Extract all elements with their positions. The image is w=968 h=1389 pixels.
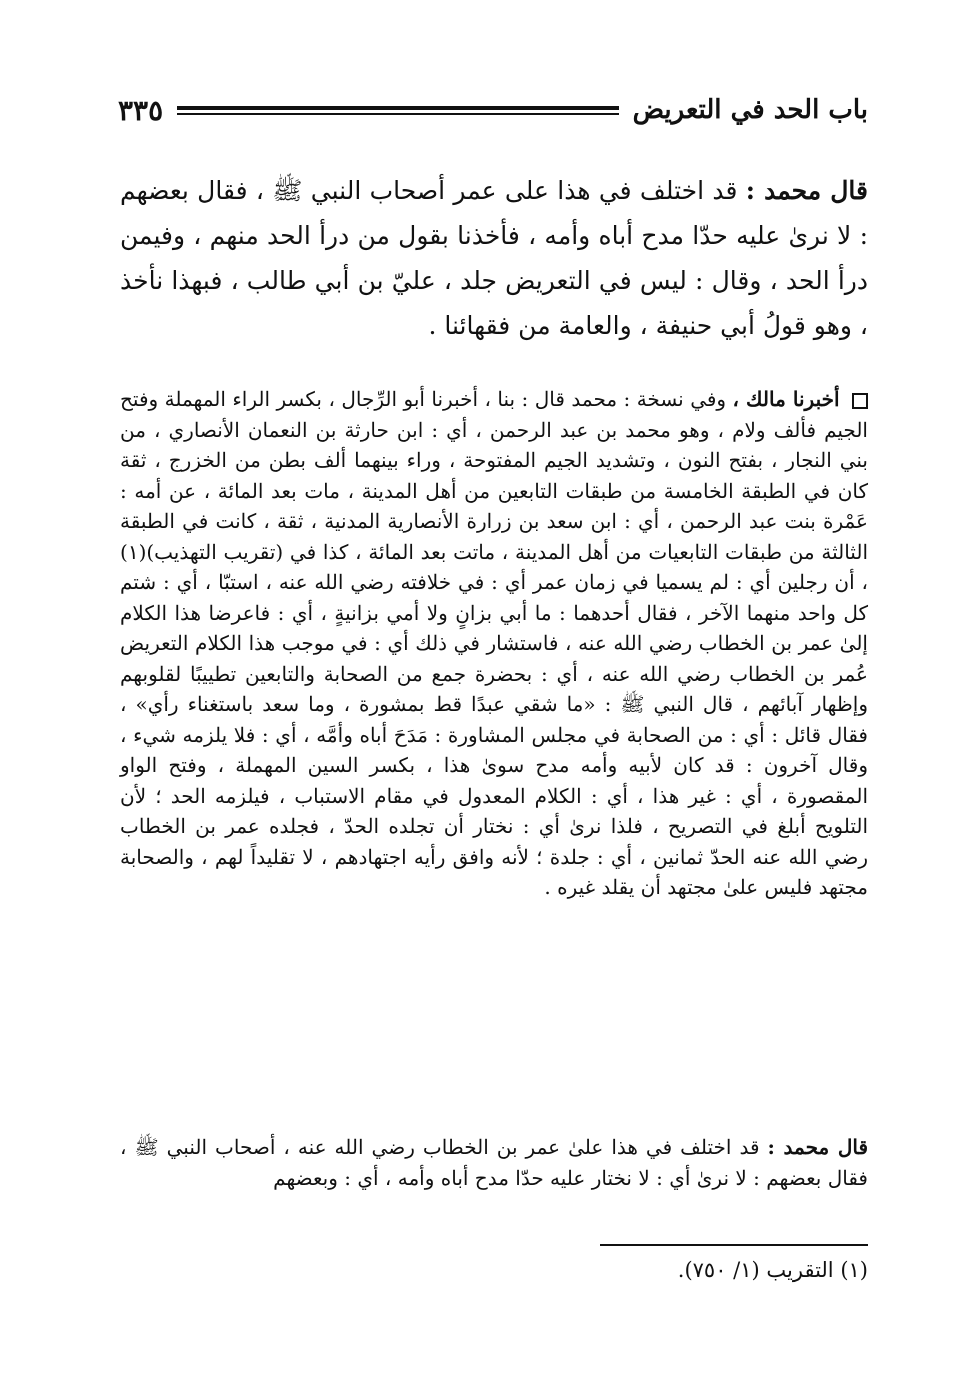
main-paragraph <box>120 168 868 348</box>
header-rule <box>177 106 618 115</box>
second-paragraph-text: قد اختلف في هذا علىٰ عمر بن الخطاب رضي الله عنه ، أصحاب النبي ﷺ ، فقال بعضهم : لا نرىٰ أي : لا نختار عليه حدّا مدح أباه وأمه ، أي : وبعضهم <box>120 1135 868 1190</box>
second-paragraph <box>120 1132 868 1193</box>
speaker-label-2: قال محمد : <box>767 1135 869 1159</box>
paragraph-text: قد اختلف في هذا على عمر أصحاب النبي ﷺ ، فقال بعضهم : لا نرىٰ عليه حدّا مدح أباه وأمه ، فأخذنا بقول من درأ الحد منهم ، وفيمن درأ الحد ، وقال : ليس في التعريض جلد ، عليّ بن أبي طالب ، فبهذا نأخذ ، وهو قولُ أبي حنيفة ، والعامة من فقهائنا . <box>120 176 868 340</box>
square-marker-icon <box>852 393 868 409</box>
main-text-block <box>120 168 868 348</box>
chapter-title: باب الحد في التعريض <box>632 95 868 125</box>
footnote: (١) التقريب (١/ ٧٥٠). <box>677 1258 868 1282</box>
narration-label: أخبرنا مالك ، <box>732 387 840 411</box>
page-number: ٣٣٥ <box>118 93 164 127</box>
commentary-block <box>120 384 868 903</box>
running-header <box>118 88 868 132</box>
commentary-paragraph <box>120 384 868 903</box>
second-text-block <box>120 1132 868 1193</box>
footnote-rule <box>600 1244 868 1246</box>
speaker-label: قال محمد : <box>745 176 868 205</box>
commentary-text: وفي نسخة : محمد قال : بنا ، أخبرنا أبو الرِّجال ، بكسر الراء المهملة وفتح الجيم فألف ولام ، وهو محمد بن عبد الرحمن ، أي : ابن حارثة بن النعمان الأنصاري ، من بني النجار ، بفتح النون ، وتشديد الجيم المفتوحة ، وراء بينهما ألف بطن من الخزرج ، ثقة كان في الطبقة الخامسة من طبقات التابعين من أهل المدينة ، مات بعد المائة ، عن أمه : عَمْرة بنت عبد الرحمن ، أي : ابن سعد بن زرارة الأنصارية المدنية ، ثقة ، كانت في الطبقة الثالثة من طبقات التابعيات من أهل المدينة ، ماتت بعد المائة ، كذا في (تقريب التهذيب)(١) ، أن رجلين أي : لم يسميا في زمان عمر أي : في خلافته رضي الله عنه ، استبّا ، أي : شتم كل واحد منهما الآخر ، فقال أحدهما : ما أبي بزانٍ ولا أمي بزانيةٍ ، أي : فاعرضا هذا الكلام إلىٰ عمر بن الخطاب رضي الله عنه ، فاستشار في ذلك أي : في موجب هذا الكلام التعريض عُمر بن الخطاب رضي الله عنه ، أي : بحضرة جمع من الصحابة والتابعين تطييبًا لقلوبهم وإظهار آبائهم ، قال النبي ﷺ : «ما شقي عبدًا قط بمشورة ، وما سعد باستغناء رأي» ، فقال قائل : أي : من الصحابة في مجلس المشاورة : مَدَحَ أباه وأمَّه ، أي : فلا يلزمه شيء ، وقال آخرون : قد كان لأبيه وأمه مدح سوىٰ هذا ، بكسر السين المهملة ، وفتح الواو المقصورة ، أي : غير هذا ، أي : الكلام المعدول في مقام الاستباب ، فيلزمه الحد ؛ لأن التلويح أبلغ في التصريح ، فلذا نرىٰ أي : نختار أن تجلده الحدّ ، فجلده عمر بن الخطاب رضي الله عنه الحدّ ثمانين ، أي : جلدة ؛ لأنه وافق رأيه اجتهادهم ، لا تقليداً لهم ، والصحابة مجتهد فليس علىٰ مجتهد أن يقلد غيره . <box>120 387 868 899</box>
